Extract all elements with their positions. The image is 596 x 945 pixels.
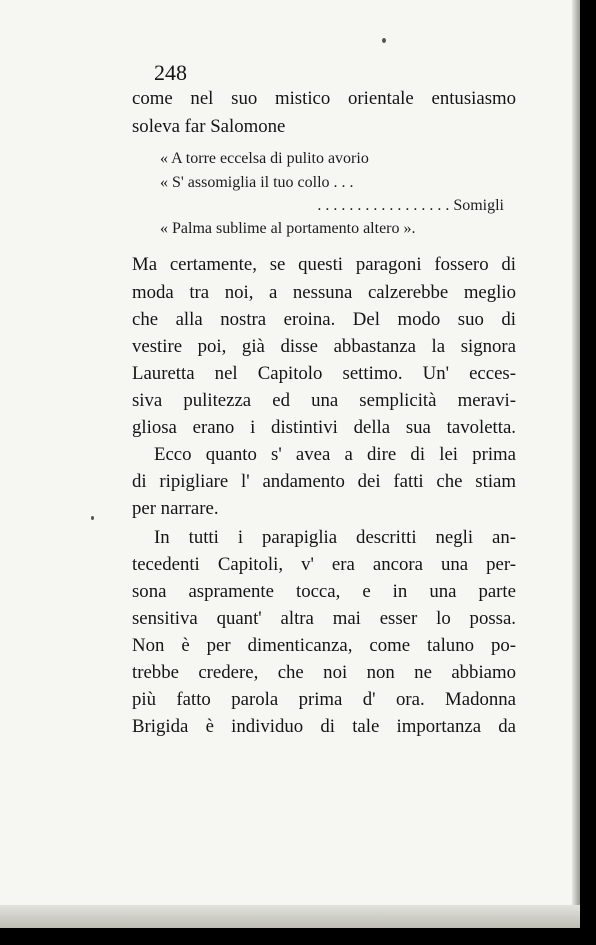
verse-line-3: . . . . . . . . . . . . . . . . . Somigli <box>317 197 504 214</box>
paragraph-1-line-1: Ma certamente, se questi paragoni fossero di <box>132 254 516 275</box>
verse-line-2: « S' assomiglia il tuo collo . . . <box>160 174 354 191</box>
paragraph-2-line-2: di ripigliare l' andamento dei fatti che stiam <box>132 471 516 492</box>
opening-line-1: come nel suo mistico orientale entusiasmo <box>132 88 516 109</box>
paragraph-3-line-3: sona aspramente tocca, e in una parte <box>132 581 516 602</box>
paragraph-3-line-2: tecedenti Capitoli, v' era ancora una per- <box>132 554 516 575</box>
paragraph-3-line-7: più fatto parola prima d' ora. Madonna <box>132 689 516 710</box>
paragraph-1-line-2: moda tra noi, a nessuna calzerebbe meglio <box>132 282 516 303</box>
paragraph-1-line-7: gliosa erano i distintivi della sua tavoletta. <box>132 417 516 438</box>
paragraph-1-line-6: siva pulitezza ed una semplicità meravi- <box>132 390 516 411</box>
page-bottom-edge <box>0 905 580 928</box>
opening-line-2: soleva far Salomone <box>132 116 286 137</box>
verse-line-4: « Palma sublime al portamento altero ». <box>160 220 416 237</box>
paragraph-1-line-4: vestire poi, già disse abbastanza la signora <box>132 336 516 357</box>
paragraph-1-line-3: che alla nostra eroina. Del modo suo di <box>132 309 516 330</box>
ink-speck <box>382 38 386 43</box>
paragraph-3-line-8: Brigida è individuo di tale importanza da <box>132 716 516 737</box>
paragraph-2-line-3: per narrare. <box>132 498 219 519</box>
paragraph-3-line-6: trebbe credere, che noi non ne abbiamo <box>132 662 516 683</box>
paragraph-2-line-1: Ecco quanto s' avea a dire di lei prima <box>154 444 516 465</box>
ink-speck <box>91 516 94 520</box>
page-number: 248 <box>154 60 187 85</box>
page-right-edge <box>572 0 580 928</box>
paragraph-3-line-1: In tutti i parapiglia descritti negli an- <box>154 527 516 548</box>
paragraph-3-line-4: sensitiva quant' altra mai esser lo possa. <box>132 608 516 629</box>
paragraph-3-line-5: Non è per dimenticanza, come taluno po- <box>132 635 516 656</box>
verse-line-1: « A torre eccelsa di pulito avorio <box>160 150 369 167</box>
paragraph-1-line-5: Lauretta nel Capitolo settimo. Un' ecces- <box>132 363 516 384</box>
